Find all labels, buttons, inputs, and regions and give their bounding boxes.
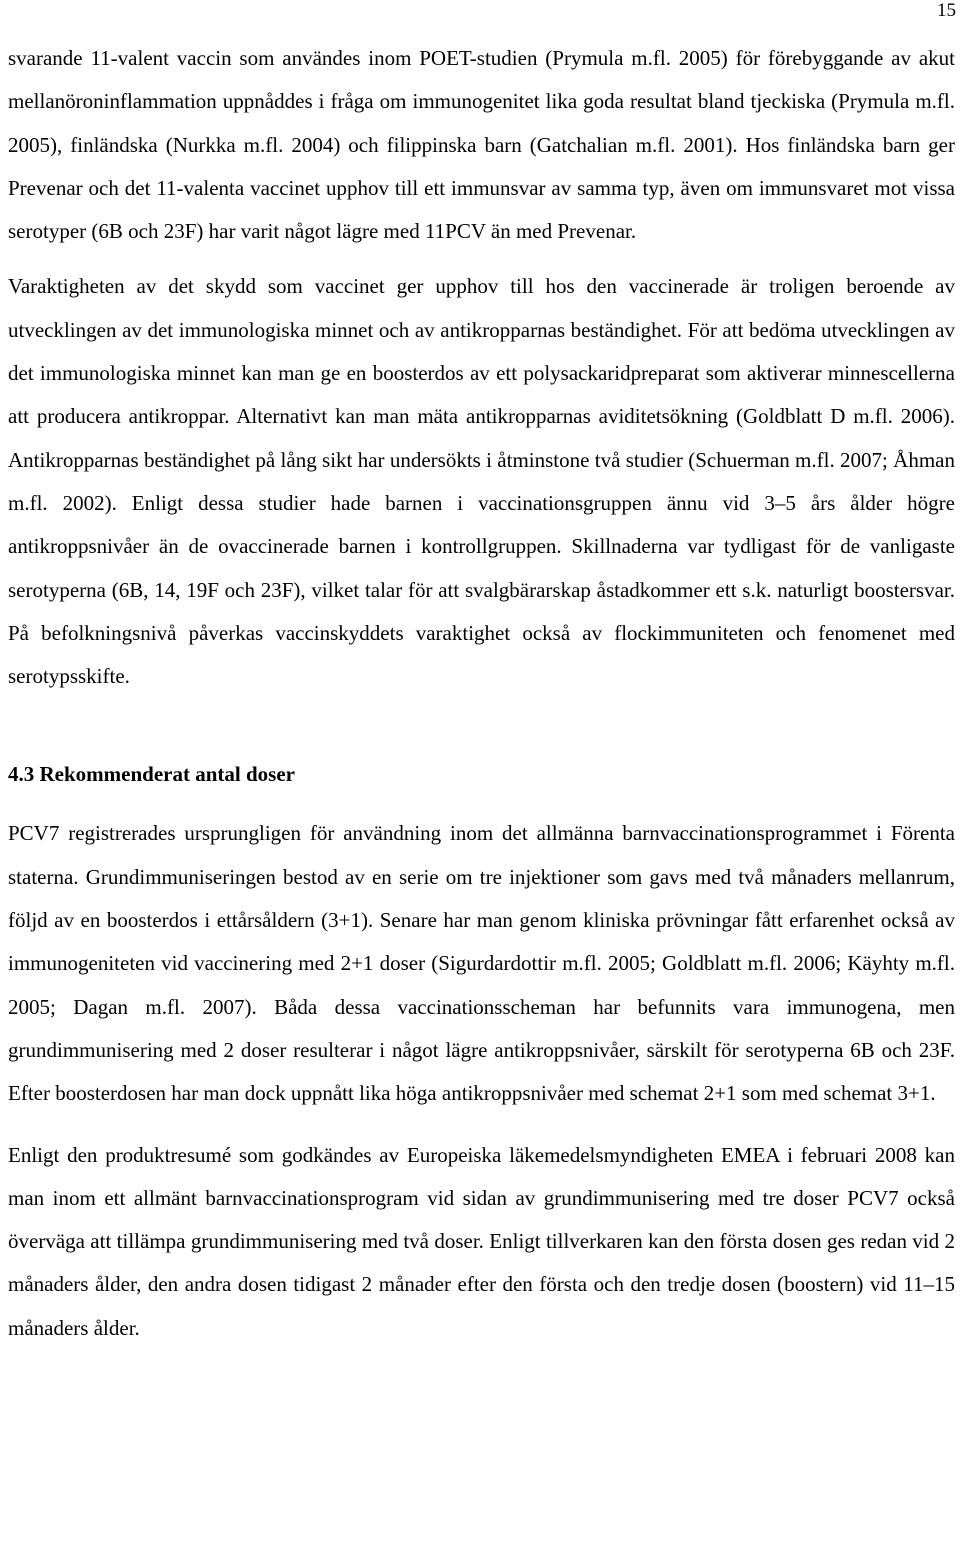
paragraph-emea-summary: Enligt den produktresumé som godkändes av Europeiska läkemedelsmyndigheten EMEA i februari 2008 kan man inom ett allmänt barnvaccinationsprogram vid sidan av grundimmunisering med tre doser PCV7 också överväga att tillämpa grundimmunisering med två doser. Enligt tillverkaren kan den första dosen ges redan vid 2 månaders ålder, den andra dosen tidigast 2 månader efter den första och den tredje dosen (boostern) vid 11–15 månaders ålder.	[8, 1142, 955, 1340]
page-number: 15	[937, 0, 956, 21]
document-body	[8, 37, 955, 1350]
paragraph-immunogenicity: svarande 11-valent vaccin som användes inom POET-studien (Prymula m.fl. 2005) för förebyggande av akut mellanöroninflammation uppnåddes i fråga om immunogenitet lika goda resultat bland tjeckiska (Prymula m.fl. 2005), finländska (Nurkka m.fl. 2004) och filippinska barn (Gatchalian m.fl. 2001). Hos finländska barn ger Prevenar och det 11-valenta vaccinet upphov till ett immunsvar av samma typ, även om immunsvaret mot vissa serotyper (6B och 23F) har varit något lägre med 11PCV än med Prevenar.	[8, 46, 955, 244]
paragraph-pcv7-schedule: PCV7 registrerades ursprungligen för användning inom det allmänna barnvaccinationsprogrammet i Förenta staterna. Grundimmuniseringen bestod av en serie om tre injektioner som gavs med två månaders mellanrum, följd av en boosterdos i ettårsåldern (3+1). Senare har man genom kliniska prövningar fått erfarenhet också av immunogeniteten vid vaccinering med 2+1 doser (Sigurdardottir m.fl. 2005; Goldblatt m.fl. 2006; Käyhty m.fl. 2005; Dagan m.fl. 2007). Båda dessa vaccinationsscheman har befunnits vara immunogena, men grundimmunisering med 2 doser resulterar i något lägre antikroppsnivåer, särskilt för serotyperna 6B och 23F. Efter boosterdosen har man dock uppnått lika höga antikroppsnivåer med schemat 2+1 som med schemat 3+1.	[8, 821, 955, 1106]
section-heading: 4.3 Rekommenderat antal doser	[8, 762, 295, 787]
paragraph-duration: Varaktigheten av det skydd som vaccinet ger upphov till hos den vaccinerade är troligen beroende av utvecklingen av det immunologiska minnet och av antikropparnas beständighet. För att bedöma utvecklingen av det immunologiska minnet kan man ge en boosterdos av ett polysackaridpreparat som aktiverar minnescellerna att producera antikroppar. Alternativt kan man mäta antikropparnas aviditetsökning (Goldblatt D m.fl. 2006). Antikropparnas beständighet på lång sikt har undersökts i åtminstone två studier (Schuerman m.fl. 2007; Åhman m.fl. 2002). Enligt dessa studier hade barnen i vaccinationsgruppen ännu vid 3–5 års ålder högre antikroppsnivåer än de ovaccinerade barnen i kontrollgruppen. Skillnaderna var tydligast för de vanligaste serotyperna (6B, 14, 19F och 23F), vilket talar för att svalgbärarskap åstadkommer ett s.k. naturligt boostersvar. På befolkningsnivå påverkas vaccinskyddets varaktighet också av flockimmuniteten och fenomenet med serotypsskifte.	[8, 274, 955, 689]
